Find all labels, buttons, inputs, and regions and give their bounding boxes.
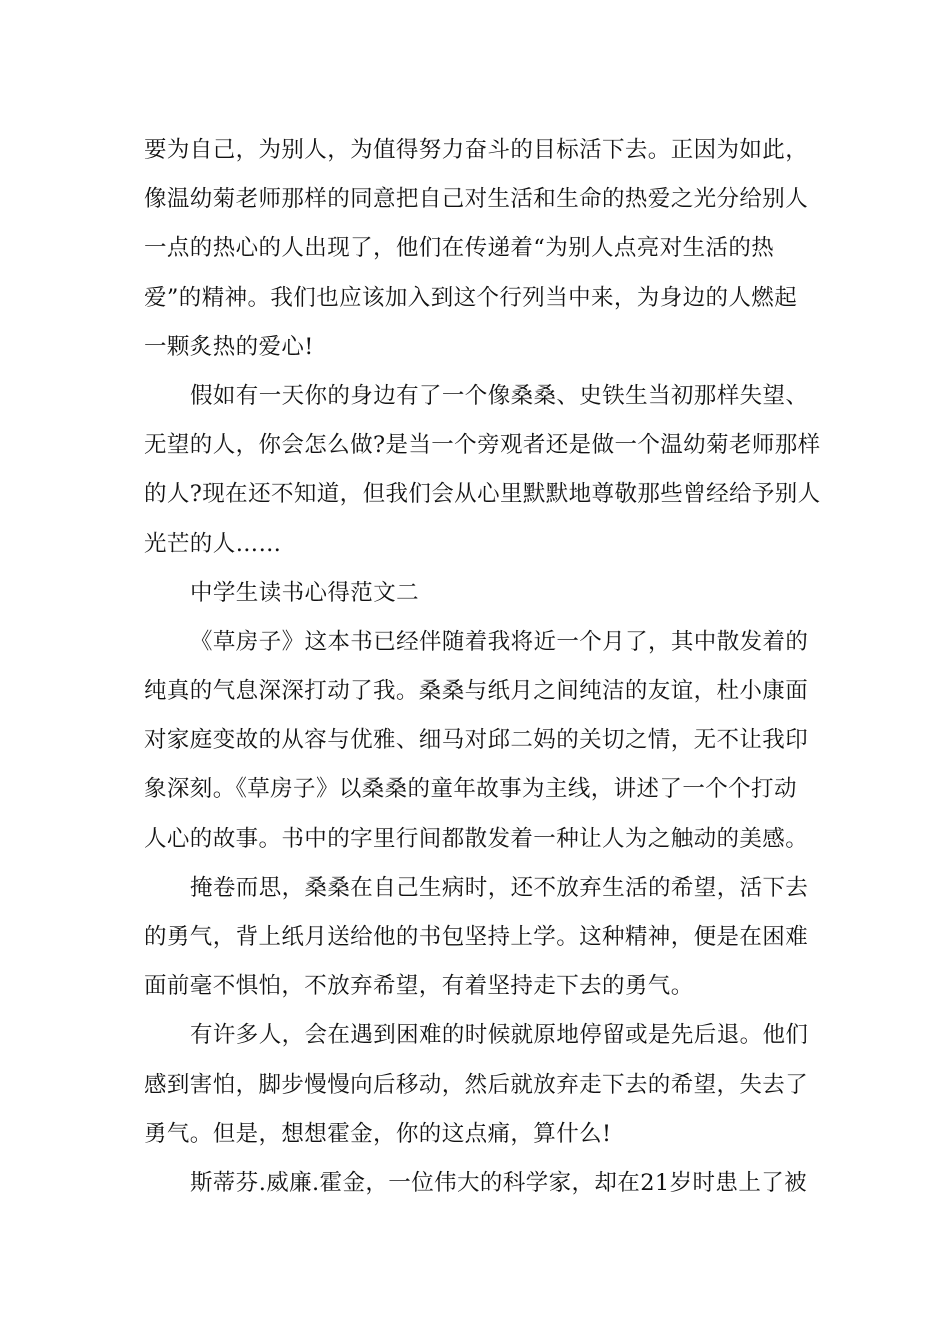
text-line: 象深刻。《草房子》以桑桑的童年故事为主线，讲述了一个个打动 <box>144 776 797 803</box>
text-line: 纯真的气息深深打动了我。桑桑与纸月之间纯洁的友谊，杜小康面 <box>144 678 809 705</box>
text-line: 人心的故事。书中的字里行间都散发着一种让人为之触动的美感。 <box>144 825 809 852</box>
text-line: 要为自己，为别人，为值得努力奋斗的目标活下去。正因为如此， <box>144 137 809 163</box>
text-line: 无望的人，你会怎么做?是当一个旁观者还是做一个温幼菊老师那样 <box>144 432 821 459</box>
text-line: 斯蒂芬.威廉.霍金，一位伟大的科学家，却在21岁时患上了被 <box>190 1169 808 1196</box>
text-line: 光芒的人…… <box>144 530 282 557</box>
text-line: 面前毫不惧怕，不放弃希望，有着坚持走下去的勇气。 <box>144 973 694 1000</box>
body-text <box>144 126 821 1208</box>
text-line: 像温幼菊老师那样的同意把自己对生活和生命的热爱之光分给别人 <box>144 186 809 213</box>
text-line: 假如有一天你的身边有了一个像桑桑、史铁生当初那样失望、 <box>190 382 809 409</box>
text-line: 勇气。但是，想想霍金，你的这点痛，算什么! <box>144 1120 612 1147</box>
text-line: 的人?现在还不知道，但我们会从心里默默地尊敬那些曾经给予别人 <box>144 481 821 508</box>
text-line: 掩卷而思，桑桑在自己生病时，还不放弃生活的希望，活下去 <box>190 874 809 901</box>
text-line: 有许多人，会在遇到困难的时候就原地停留或是先后退。他们 <box>190 1022 809 1049</box>
text-line: 的勇气，背上纸月送给他的书包坚持上学。这种精神，便是在困难 <box>144 924 809 950</box>
text-line: 一点的热心的人出现了，他们在传递着“为别人点亮对生活的热 <box>144 235 775 262</box>
text-line: 一颗炙热的爱心! <box>144 333 314 360</box>
section-heading: 中学生读书心得范文二 <box>190 579 420 606</box>
text-line: 感到害怕，脚步慢慢向后移动，然后就放弃走下去的希望，失去了 <box>144 1071 809 1098</box>
text-line: 对家庭变故的从容与优雅、细马对邱二妈的关切之情，无不让我印 <box>144 727 809 754</box>
text-line: 《草房子》这本书已经伴随着我将近一个月了，其中散发着的 <box>190 628 809 655</box>
text-line: 爱”的精神。我们也应该加入到这个行列当中来，为身边的人燃起 <box>144 284 798 311</box>
